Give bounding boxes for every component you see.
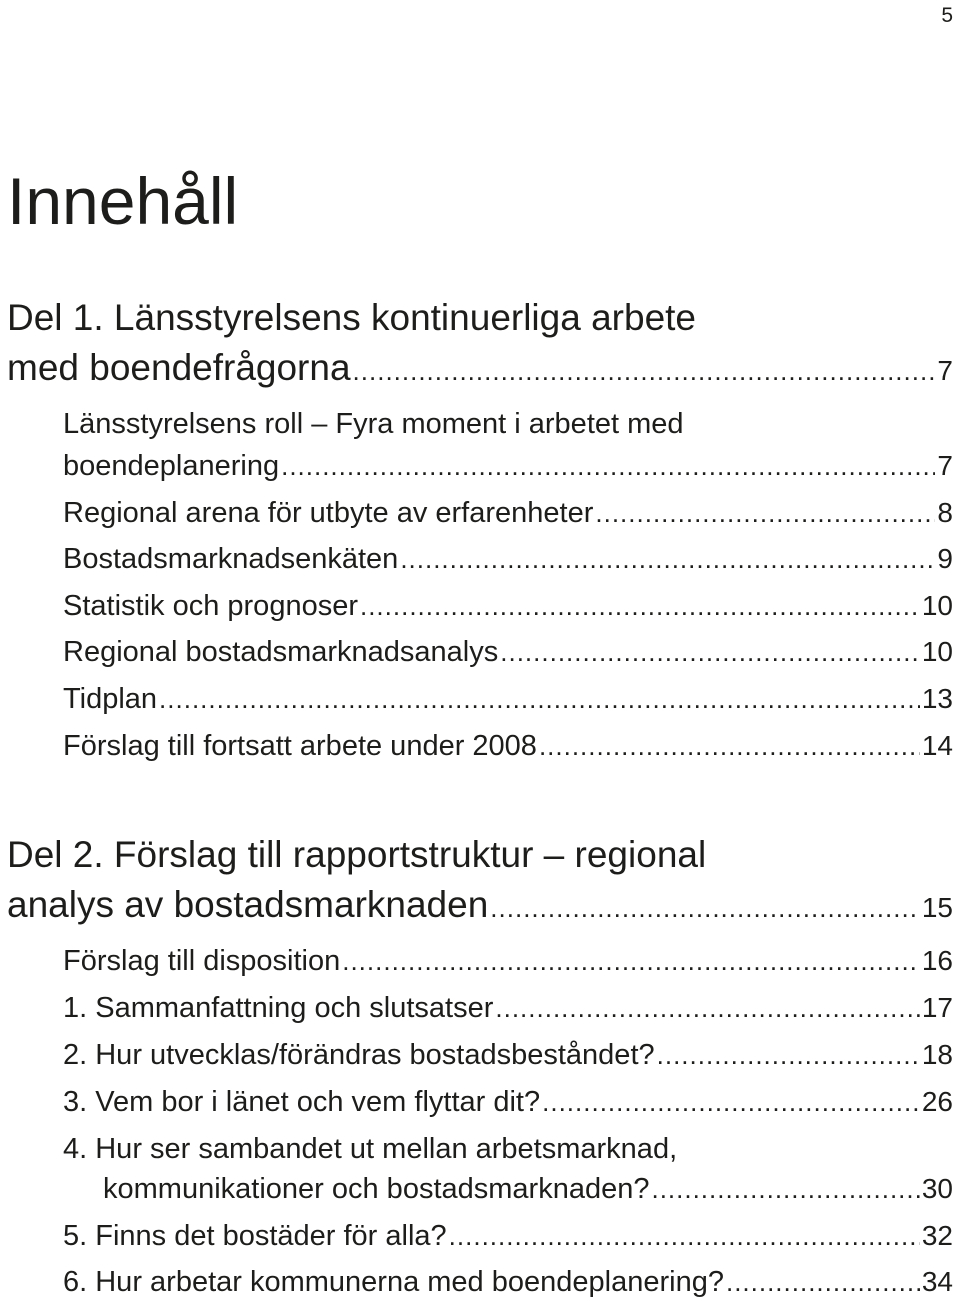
toc-entry-title: Statistik och prognoser (63, 590, 358, 622)
part1-heading-line2: med boendefrågorna (7, 347, 351, 388)
toc-leader-dots (449, 1223, 920, 1249)
toc-entry[interactable] (63, 452, 953, 481)
page-number: 5 (941, 4, 953, 27)
toc-entry-title: Bostadsmarknadsenkäten (63, 543, 399, 575)
toc-page-number: 9 (937, 543, 953, 574)
toc-entry[interactable] (63, 1041, 953, 1070)
toc-leader-dots (159, 686, 920, 712)
toc-page-number: 10 (921, 636, 953, 667)
toc-leader-dots (726, 1269, 920, 1295)
toc-leader-dots (495, 995, 919, 1021)
toc-page-number: 7 (937, 450, 953, 481)
toc-page-number: 18 (921, 1039, 953, 1070)
toc-leader-dots (651, 1176, 919, 1202)
toc-leader-dots (595, 500, 935, 526)
toc-page-number: 14 (921, 730, 953, 761)
toc-leader-dots (500, 639, 920, 665)
toc-leader-dots (353, 358, 936, 384)
toc-leader-dots (657, 1042, 920, 1068)
toc-page-number: 34 (921, 1266, 953, 1297)
toc-page-number: 13 (921, 683, 953, 714)
toc-entry[interactable] (63, 638, 953, 667)
toc-entry-title: 6. Hur arbetar kommunerna med boendeplanering? (63, 1266, 724, 1298)
toc-entry-title: Tidplan (63, 683, 158, 715)
part2-heading-entry[interactable] (7, 886, 953, 923)
toc-leader-dots (342, 948, 920, 974)
toc-page-number: 8 (937, 497, 953, 528)
toc-entry-line1: 4. Hur ser sambandet ut mellan arbetsmarknad, (63, 1133, 678, 1165)
toc-entry-title: Förslag till disposition (63, 945, 341, 977)
toc-entry-title: Regional bostadsmarknadsanalys (63, 636, 499, 668)
toc-entry-title: 5. Finns det bostäder för alla? (63, 1220, 447, 1252)
toc-leader-dots (542, 1089, 920, 1115)
toc-leader-dots (360, 593, 920, 619)
toc-entry[interactable] (63, 592, 953, 621)
toc-entry-title: Regional arena för utbyte av erfarenheter (63, 497, 594, 529)
part2-heading-line2: analys av bostadsmarknaden (7, 884, 489, 925)
toc-page-number: 10 (921, 590, 953, 621)
toc-entry[interactable] (63, 499, 953, 528)
toc-page-number: 26 (921, 1086, 953, 1117)
toc-entry[interactable] (63, 545, 953, 574)
part1-heading-line1: Del 1. Länsstyrelsens kontinuerliga arbete (7, 297, 696, 338)
toc-leader-dots (281, 453, 935, 479)
toc-entry-title: kommunikationer och bostadsmarknaden? (103, 1173, 650, 1205)
toc-entry-title: 1. Sammanfattning och slutsatser (63, 992, 494, 1024)
toc-entry[interactable] (63, 1268, 953, 1297)
toc-entry-title: Förslag till fortsatt arbete under 2008 (63, 730, 537, 762)
toc-entry[interactable] (63, 732, 953, 761)
toc-entry-line1: Länsstyrelsens roll – Fyra moment i arbetet med (63, 408, 684, 440)
part1-heading-entry[interactable] (7, 349, 953, 386)
toc-entry[interactable] (63, 685, 953, 714)
toc-entry[interactable] (63, 994, 953, 1023)
toc-leader-dots (490, 895, 920, 921)
toc-entry[interactable] (63, 947, 953, 976)
toc-page-number: 30 (921, 1173, 953, 1204)
toc-entry[interactable] (103, 1175, 953, 1204)
toc-leader-dots (400, 546, 935, 572)
toc-page-number: 32 (921, 1220, 953, 1251)
part2-heading-line1: Del 2. Förslag till rapportstruktur – regional (7, 834, 707, 875)
toc-page-number: 16 (921, 945, 953, 976)
toc-page-number: 15 (921, 892, 953, 923)
toc-page-number: 17 (921, 992, 953, 1023)
toc-entry-title: 2. Hur utvecklas/förändras bostadsbeståndet? (63, 1039, 655, 1071)
toc-entry-title: 3. Vem bor i länet och vem flyttar dit? (63, 1086, 541, 1118)
toc-entry[interactable] (63, 1088, 953, 1117)
toc-page-number: 7 (937, 355, 953, 386)
toc-leader-dots (539, 733, 920, 759)
toc-entry-title: boendeplanering (63, 450, 280, 482)
toc-entry[interactable] (63, 1222, 953, 1251)
page-title: Innehåll (7, 164, 239, 238)
